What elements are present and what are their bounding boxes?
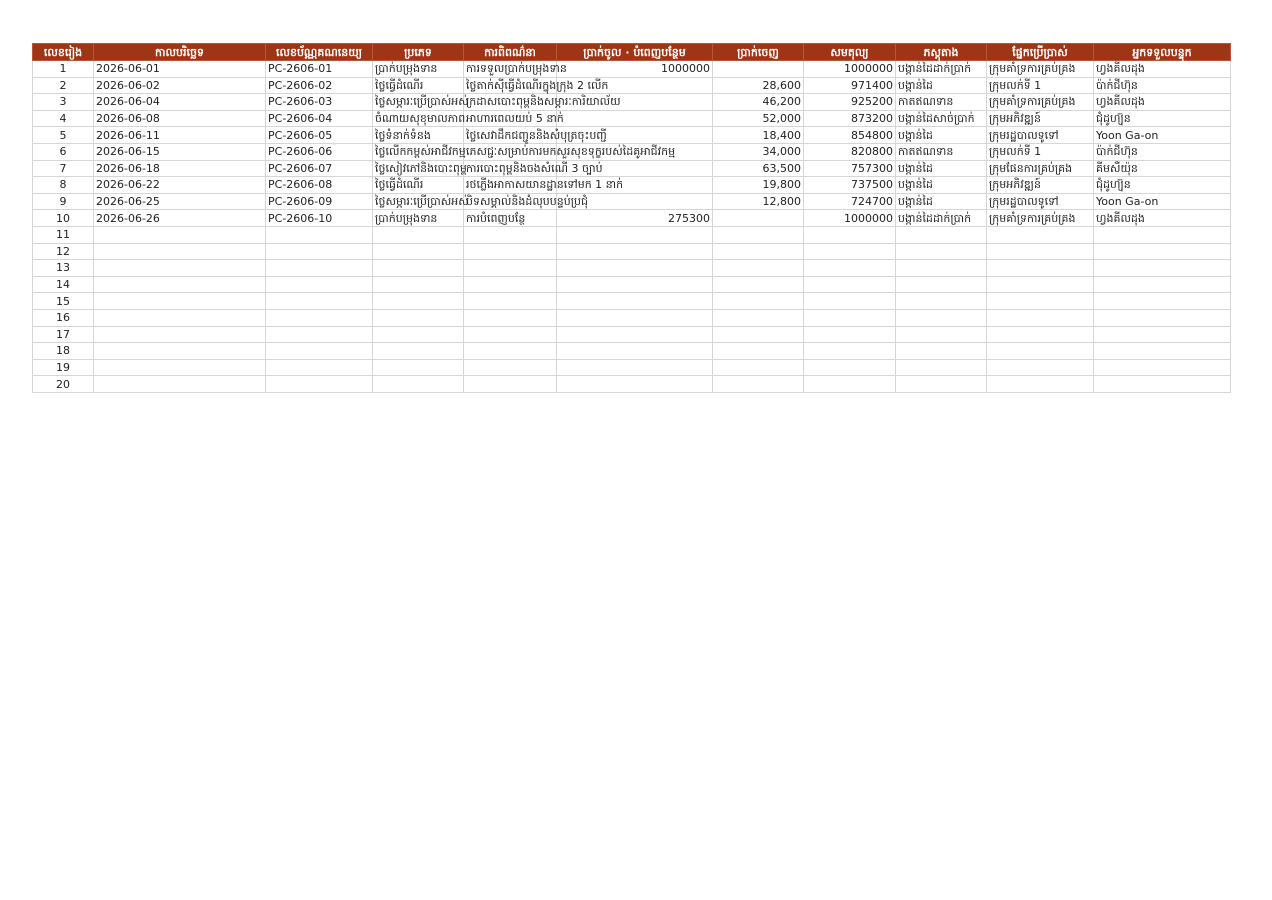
cell-index[interactable]: 11 [33,226,94,243]
table-row [33,177,1231,194]
col-header-category[interactable]: ប្រភេទ [373,44,464,61]
cell-date[interactable]: 2026-06-11 [94,127,266,144]
cell-income[interactable]: 275300 [557,210,713,227]
cell-person-in-charge[interactable]: ជុំដូហ្យ៊ុន [1094,110,1231,127]
cell-index[interactable]: 20 [33,376,94,393]
cell-index[interactable]: 17 [33,326,94,343]
cell-voucher-no[interactable]: PC-2606-10 [266,210,373,227]
cell-voucher-no[interactable] [266,309,373,326]
cell-evidence[interactable]: បង្កាន់ដៃ [896,177,987,194]
cell-index[interactable]: 2 [33,77,94,94]
cell-evidence[interactable] [896,309,987,326]
table-row [33,110,1231,127]
cell-department[interactable]: ក្រុមរដ្ឋបាលទូទៅ [987,127,1094,144]
cell-person-in-charge[interactable] [1094,326,1231,343]
cell-date[interactable] [94,293,266,310]
cell-income[interactable] [557,260,713,277]
cell-evidence[interactable] [896,276,987,293]
cell-category[interactable]: ថ្លៃធ្វើដំណើរ [373,77,464,94]
cell-index[interactable]: 3 [33,94,94,111]
cell-balance[interactable] [804,293,896,310]
cell-department[interactable]: ក្រុមអភិវឌ្ឍន៍ [987,177,1094,194]
cell-description[interactable] [464,309,557,326]
cell-voucher-no[interactable]: PC-2606-04 [266,110,373,127]
cell-department[interactable] [987,343,1094,360]
cell-balance[interactable]: 971400 [804,77,896,94]
cell-income[interactable] [557,359,713,376]
cell-person-in-charge[interactable]: ហ្វងគីលដុង [1094,94,1231,111]
cell-description[interactable] [464,260,557,277]
cell-index[interactable]: 4 [33,110,94,127]
cell-expense[interactable] [713,260,804,277]
cell-date[interactable]: 2026-06-15 [94,143,266,160]
cell-department[interactable] [987,226,1094,243]
cell-balance[interactable] [804,376,896,393]
cell-date[interactable]: 2026-06-26 [94,210,266,227]
cell-department[interactable] [987,359,1094,376]
cell-evidence[interactable]: បង្កាន់ដៃដាក់ប្រាក់ [896,210,987,227]
cell-index[interactable]: 5 [33,127,94,144]
cell-income[interactable] [557,226,713,243]
cell-index[interactable]: 6 [33,143,94,160]
cell-category[interactable]: ថ្លៃទំនាក់ទំនង [373,127,464,144]
cell-category[interactable] [373,376,464,393]
cell-category[interactable]: ប្រាក់បម្រុងទាន [373,61,464,78]
cell-date[interactable]: 2026-06-02 [94,77,266,94]
cell-voucher-no[interactable]: PC-2606-05 [266,127,373,144]
cell-category[interactable]: ចំណាយសុខុមាលភាព [373,110,464,127]
cell-index[interactable]: 15 [33,293,94,310]
cell-index[interactable]: 19 [33,359,94,376]
cell-evidence[interactable] [896,343,987,360]
cell-voucher-no[interactable]: PC-2606-09 [266,193,373,210]
col-header-expense[interactable]: ប្រាក់ចេញ [713,44,804,61]
cell-category[interactable]: ថ្លៃសម្ភារៈប្រើប្រាស់អស់ [373,193,464,210]
cell-evidence[interactable] [896,293,987,310]
cell-person-in-charge[interactable] [1094,376,1231,393]
col-header-income[interactable]: ប្រាក់ចូល · បំពេញបន្ថែម [557,44,713,61]
cell-evidence[interactable]: បង្កាន់ដៃ [896,193,987,210]
cell-income[interactable] [557,343,713,360]
cell-description[interactable]: ក្រដាសបោះពុម្ពនិងសម្ភារៈការិយាល័យ [464,94,557,111]
col-header-date[interactable]: កាលបរិច្ឆេទ [94,44,266,61]
cell-category[interactable] [373,260,464,277]
cell-income[interactable] [557,376,713,393]
cell-person-in-charge[interactable] [1094,243,1231,260]
cell-department[interactable] [987,260,1094,277]
cell-description[interactable] [464,326,557,343]
cell-person-in-charge[interactable] [1094,260,1231,277]
cell-balance[interactable]: 1000000 [804,210,896,227]
cell-expense[interactable]: 34,000 [713,143,804,160]
cell-evidence[interactable] [896,326,987,343]
table-row [33,359,1231,376]
cell-department[interactable] [987,293,1094,310]
cell-balance[interactable] [804,359,896,376]
cell-expense[interactable]: 18,400 [713,127,804,144]
table-row [33,160,1231,177]
cell-category[interactable] [373,343,464,360]
cell-income[interactable] [557,243,713,260]
cell-date[interactable] [94,260,266,277]
cell-date[interactable] [94,276,266,293]
cell-evidence[interactable]: បង្កាន់ដៃ [896,127,987,144]
col-header-voucher-no[interactable]: លេខប័ណ្ណគណនេយ្យ [266,44,373,61]
cell-income[interactable] [557,110,713,127]
cell-date[interactable]: 2026-06-04 [94,94,266,111]
cell-expense[interactable]: 63,500 [713,160,804,177]
cell-index[interactable]: 13 [33,260,94,277]
cell-voucher-no[interactable] [266,226,373,243]
cell-department[interactable] [987,376,1094,393]
cell-voucher-no[interactable]: PC-2606-03 [266,94,373,111]
table-row [33,61,1231,78]
table-body [33,61,1231,393]
cell-balance[interactable]: 873200 [804,110,896,127]
cell-date[interactable] [94,326,266,343]
cell-department[interactable] [987,276,1094,293]
cell-expense[interactable] [713,61,804,78]
cell-category[interactable]: ថ្លៃសៀវភៅនិងបោះពុម្ព [373,160,464,177]
cell-evidence[interactable] [896,260,987,277]
cell-index[interactable]: 8 [33,177,94,194]
cell-description[interactable]: ថ្លៃតាក់ស៊ីធ្វើដំណើរក្នុងក្រុង 2 លើក [464,77,557,94]
cell-index[interactable]: 7 [33,160,94,177]
cell-balance[interactable] [804,260,896,277]
cell-description[interactable]: រថភ្លើងអាកាសយានដ្ឋានទៅមក 1 នាក់ [464,177,557,194]
cell-evidence[interactable]: បង្កាន់ដៃ [896,77,987,94]
table-row [33,127,1231,144]
table-row [33,276,1231,293]
cell-voucher-no[interactable]: PC-2606-08 [266,177,373,194]
cell-category[interactable]: ថ្លៃសម្ភារៈប្រើប្រាស់អស់ [373,94,464,111]
cell-person-in-charge[interactable]: Yoon Ga-on [1094,127,1231,144]
col-header-description[interactable]: ការពិពណ៌នា [464,44,557,61]
cell-voucher-no[interactable] [266,376,373,393]
cell-voucher-no[interactable] [266,243,373,260]
table-row [33,226,1231,243]
cell-department[interactable]: ក្រុមលក់ទី 1 [987,77,1094,94]
cell-balance[interactable]: 757300 [804,160,896,177]
cell-index[interactable]: 16 [33,309,94,326]
cell-department[interactable] [987,326,1094,343]
table-header [33,44,1231,61]
table-row [33,260,1231,277]
cell-expense[interactable] [713,293,804,310]
cell-person-in-charge[interactable]: ជុំដូហ្យ៊ុន [1094,177,1231,194]
cell-evidence[interactable] [896,376,987,393]
table-row [33,143,1231,160]
cell-category[interactable] [373,326,464,343]
cell-index[interactable]: 14 [33,276,94,293]
cell-category[interactable] [373,276,464,293]
cell-evidence[interactable]: បង្កាន់ដៃសាច់ប្រាក់ [896,110,987,127]
cell-index[interactable]: 12 [33,243,94,260]
cell-voucher-no[interactable]: PC-2606-06 [266,143,373,160]
cell-balance[interactable]: 1000000 [804,61,896,78]
cell-description[interactable]: ថ្លៃសេវាដឹកជញ្ជូននិងសំបុត្រចុះបញ្ជី [464,127,557,144]
cell-balance[interactable]: 724700 [804,193,896,210]
cell-expense[interactable] [713,243,804,260]
cell-income[interactable]: 1000000 [557,61,713,78]
table-row [33,243,1231,260]
cell-person-in-charge[interactable]: ប៉ាក់ជីហ៊ុន [1094,143,1231,160]
cell-expense[interactable] [713,343,804,360]
cell-evidence[interactable]: បង្កាន់ដៃ [896,160,987,177]
cell-description[interactable] [464,243,557,260]
cell-balance[interactable] [804,226,896,243]
cell-balance[interactable] [804,243,896,260]
cell-expense[interactable] [713,359,804,376]
cell-description[interactable] [464,359,557,376]
cell-category[interactable]: ប្រាក់បម្រុងទាន [373,210,464,227]
cell-balance[interactable] [804,343,896,360]
cell-expense[interactable]: 12,800 [713,193,804,210]
cell-department[interactable]: ក្រុមគាំទ្រការគ្រប់គ្រង [987,210,1094,227]
cell-voucher-no[interactable] [266,260,373,277]
cell-department[interactable]: ក្រុមគាំទ្រការគ្រប់គ្រង [987,61,1094,78]
table-row [33,376,1231,393]
cell-person-in-charge[interactable] [1094,343,1231,360]
cell-evidence[interactable]: បង្កាន់ដៃដាក់ប្រាក់ [896,61,987,78]
cell-description[interactable]: ការទទួលប្រាក់បម្រុងទាន [464,61,557,78]
cell-person-in-charge[interactable]: គីមសឺយ៉ុន [1094,160,1231,177]
cell-category[interactable] [373,359,464,376]
cell-category[interactable] [373,243,464,260]
cell-person-in-charge[interactable] [1094,309,1231,326]
cell-index[interactable]: 1 [33,61,94,78]
cell-description[interactable] [464,226,557,243]
cell-voucher-no[interactable] [266,343,373,360]
cell-balance[interactable]: 925200 [804,94,896,111]
table-row [33,94,1231,111]
cell-description[interactable] [464,293,557,310]
cell-description[interactable] [464,276,557,293]
cell-date[interactable]: 2026-06-18 [94,160,266,177]
table-row [33,193,1231,210]
cell-income[interactable] [557,326,713,343]
cell-evidence[interactable]: កាតឥណទាន [896,94,987,111]
cell-voucher-no[interactable] [266,326,373,343]
cell-description[interactable]: ភេសជ្ជៈសម្រាប់ការមកសួរសុខទុក្ខរបស់ដៃគូអាជីវកម្ម [464,143,557,160]
col-header-evidence[interactable]: ភស្តុតាង [896,44,987,61]
cell-expense[interactable] [713,210,804,227]
cell-category[interactable] [373,226,464,243]
table-row [33,343,1231,360]
cell-date[interactable]: 2026-06-08 [94,110,266,127]
cell-expense[interactable] [713,276,804,293]
table-row [33,309,1231,326]
cell-balance[interactable] [804,309,896,326]
table-row [33,326,1231,343]
cell-person-in-charge[interactable] [1094,293,1231,310]
petty-cash-ledger-table [32,43,1231,393]
cell-date[interactable] [94,376,266,393]
cell-income[interactable] [557,293,713,310]
cell-category[interactable]: ថ្លៃលើកកម្ពស់អាជីវកម្ម [373,143,464,160]
cell-voucher-no[interactable] [266,276,373,293]
cell-income[interactable] [557,276,713,293]
cell-department[interactable]: ក្រុមអភិវឌ្ឍន៍ [987,110,1094,127]
cell-expense[interactable] [713,226,804,243]
cell-department[interactable] [987,309,1094,326]
col-header-balance[interactable]: សមតុល្យ [804,44,896,61]
cell-description[interactable]: បិទសម្គាល់និងដំលុបបន្ទប់ប្រជុំ [464,193,557,210]
header-row [33,44,1231,61]
cell-department[interactable]: ក្រុមរដ្ឋបាលទូទៅ [987,193,1094,210]
cell-balance[interactable] [804,326,896,343]
cell-person-in-charge[interactable]: Yoon Ga-on [1094,193,1231,210]
cell-description[interactable]: ការបំពេញបន្ថែ [464,210,557,227]
cell-person-in-charge[interactable]: ហ្វងគីលដុង [1094,210,1231,227]
cell-index[interactable]: 18 [33,343,94,360]
cell-department[interactable] [987,243,1094,260]
cell-department[interactable]: ក្រុមផែនការគ្រប់គ្រង [987,160,1094,177]
cell-date[interactable] [94,226,266,243]
cell-date[interactable]: 2026-06-25 [94,193,266,210]
cell-expense[interactable] [713,376,804,393]
table-row [33,77,1231,94]
cell-person-in-charge[interactable]: ហ្វងគីលដុង [1094,61,1231,78]
cell-category[interactable] [373,293,464,310]
cell-expense[interactable] [713,309,804,326]
cell-category[interactable] [373,309,464,326]
cell-voucher-no[interactable]: PC-2606-07 [266,160,373,177]
cell-evidence[interactable] [896,243,987,260]
cell-expense[interactable]: 28,600 [713,77,804,94]
cell-income[interactable] [557,309,713,326]
cell-expense[interactable]: 19,800 [713,177,804,194]
cell-description[interactable] [464,376,557,393]
cell-index[interactable]: 10 [33,210,94,227]
col-header-person-in-charge[interactable]: អ្នកទទួលបន្ទុក [1094,44,1231,61]
cell-department[interactable]: ក្រុមលក់ទី 1 [987,143,1094,160]
cell-index[interactable]: 9 [33,193,94,210]
cell-balance[interactable] [804,276,896,293]
table-row [33,210,1231,227]
cell-voucher-no[interactable] [266,359,373,376]
cell-description[interactable] [464,343,557,360]
col-header-department[interactable]: ផ្នែកប្រើប្រាស់ [987,44,1094,61]
cell-person-in-charge[interactable] [1094,226,1231,243]
cell-voucher-no[interactable] [266,293,373,310]
cell-voucher-no[interactable]: PC-2606-02 [266,77,373,94]
cell-date[interactable] [94,359,266,376]
cell-person-in-charge[interactable] [1094,276,1231,293]
cell-evidence[interactable]: កាតឥណទាន [896,143,987,160]
cell-balance[interactable]: 820800 [804,143,896,160]
cell-date[interactable]: 2026-06-01 [94,61,266,78]
cell-department[interactable]: ក្រុមគាំទ្រការគ្រប់គ្រង [987,94,1094,111]
cell-balance[interactable]: 854800 [804,127,896,144]
cell-description[interactable]: ការបោះពុម្ពនិងចងសំណើ 3 ច្បាប់ [464,160,557,177]
cell-date[interactable] [94,309,266,326]
cell-category[interactable]: ថ្លៃធ្វើដំណើរ [373,177,464,194]
cell-expense[interactable] [713,326,804,343]
cell-description[interactable]: អាហារពេលយប់ 5 នាក់ [464,110,557,127]
cell-balance[interactable]: 737500 [804,177,896,194]
cell-evidence[interactable] [896,226,987,243]
cell-evidence[interactable] [896,359,987,376]
cell-date[interactable] [94,343,266,360]
cell-expense[interactable]: 52,000 [713,110,804,127]
table-row [33,293,1231,310]
cell-date[interactable]: 2026-06-22 [94,177,266,194]
cell-person-in-charge[interactable]: ប៉ាក់ជីហ៊ុន [1094,77,1231,94]
cell-voucher-no[interactable]: PC-2606-01 [266,61,373,78]
cell-expense[interactable]: 46,200 [713,94,804,111]
col-header-index[interactable]: លេខរៀង [33,44,94,61]
cell-date[interactable] [94,243,266,260]
cell-person-in-charge[interactable] [1094,359,1231,376]
